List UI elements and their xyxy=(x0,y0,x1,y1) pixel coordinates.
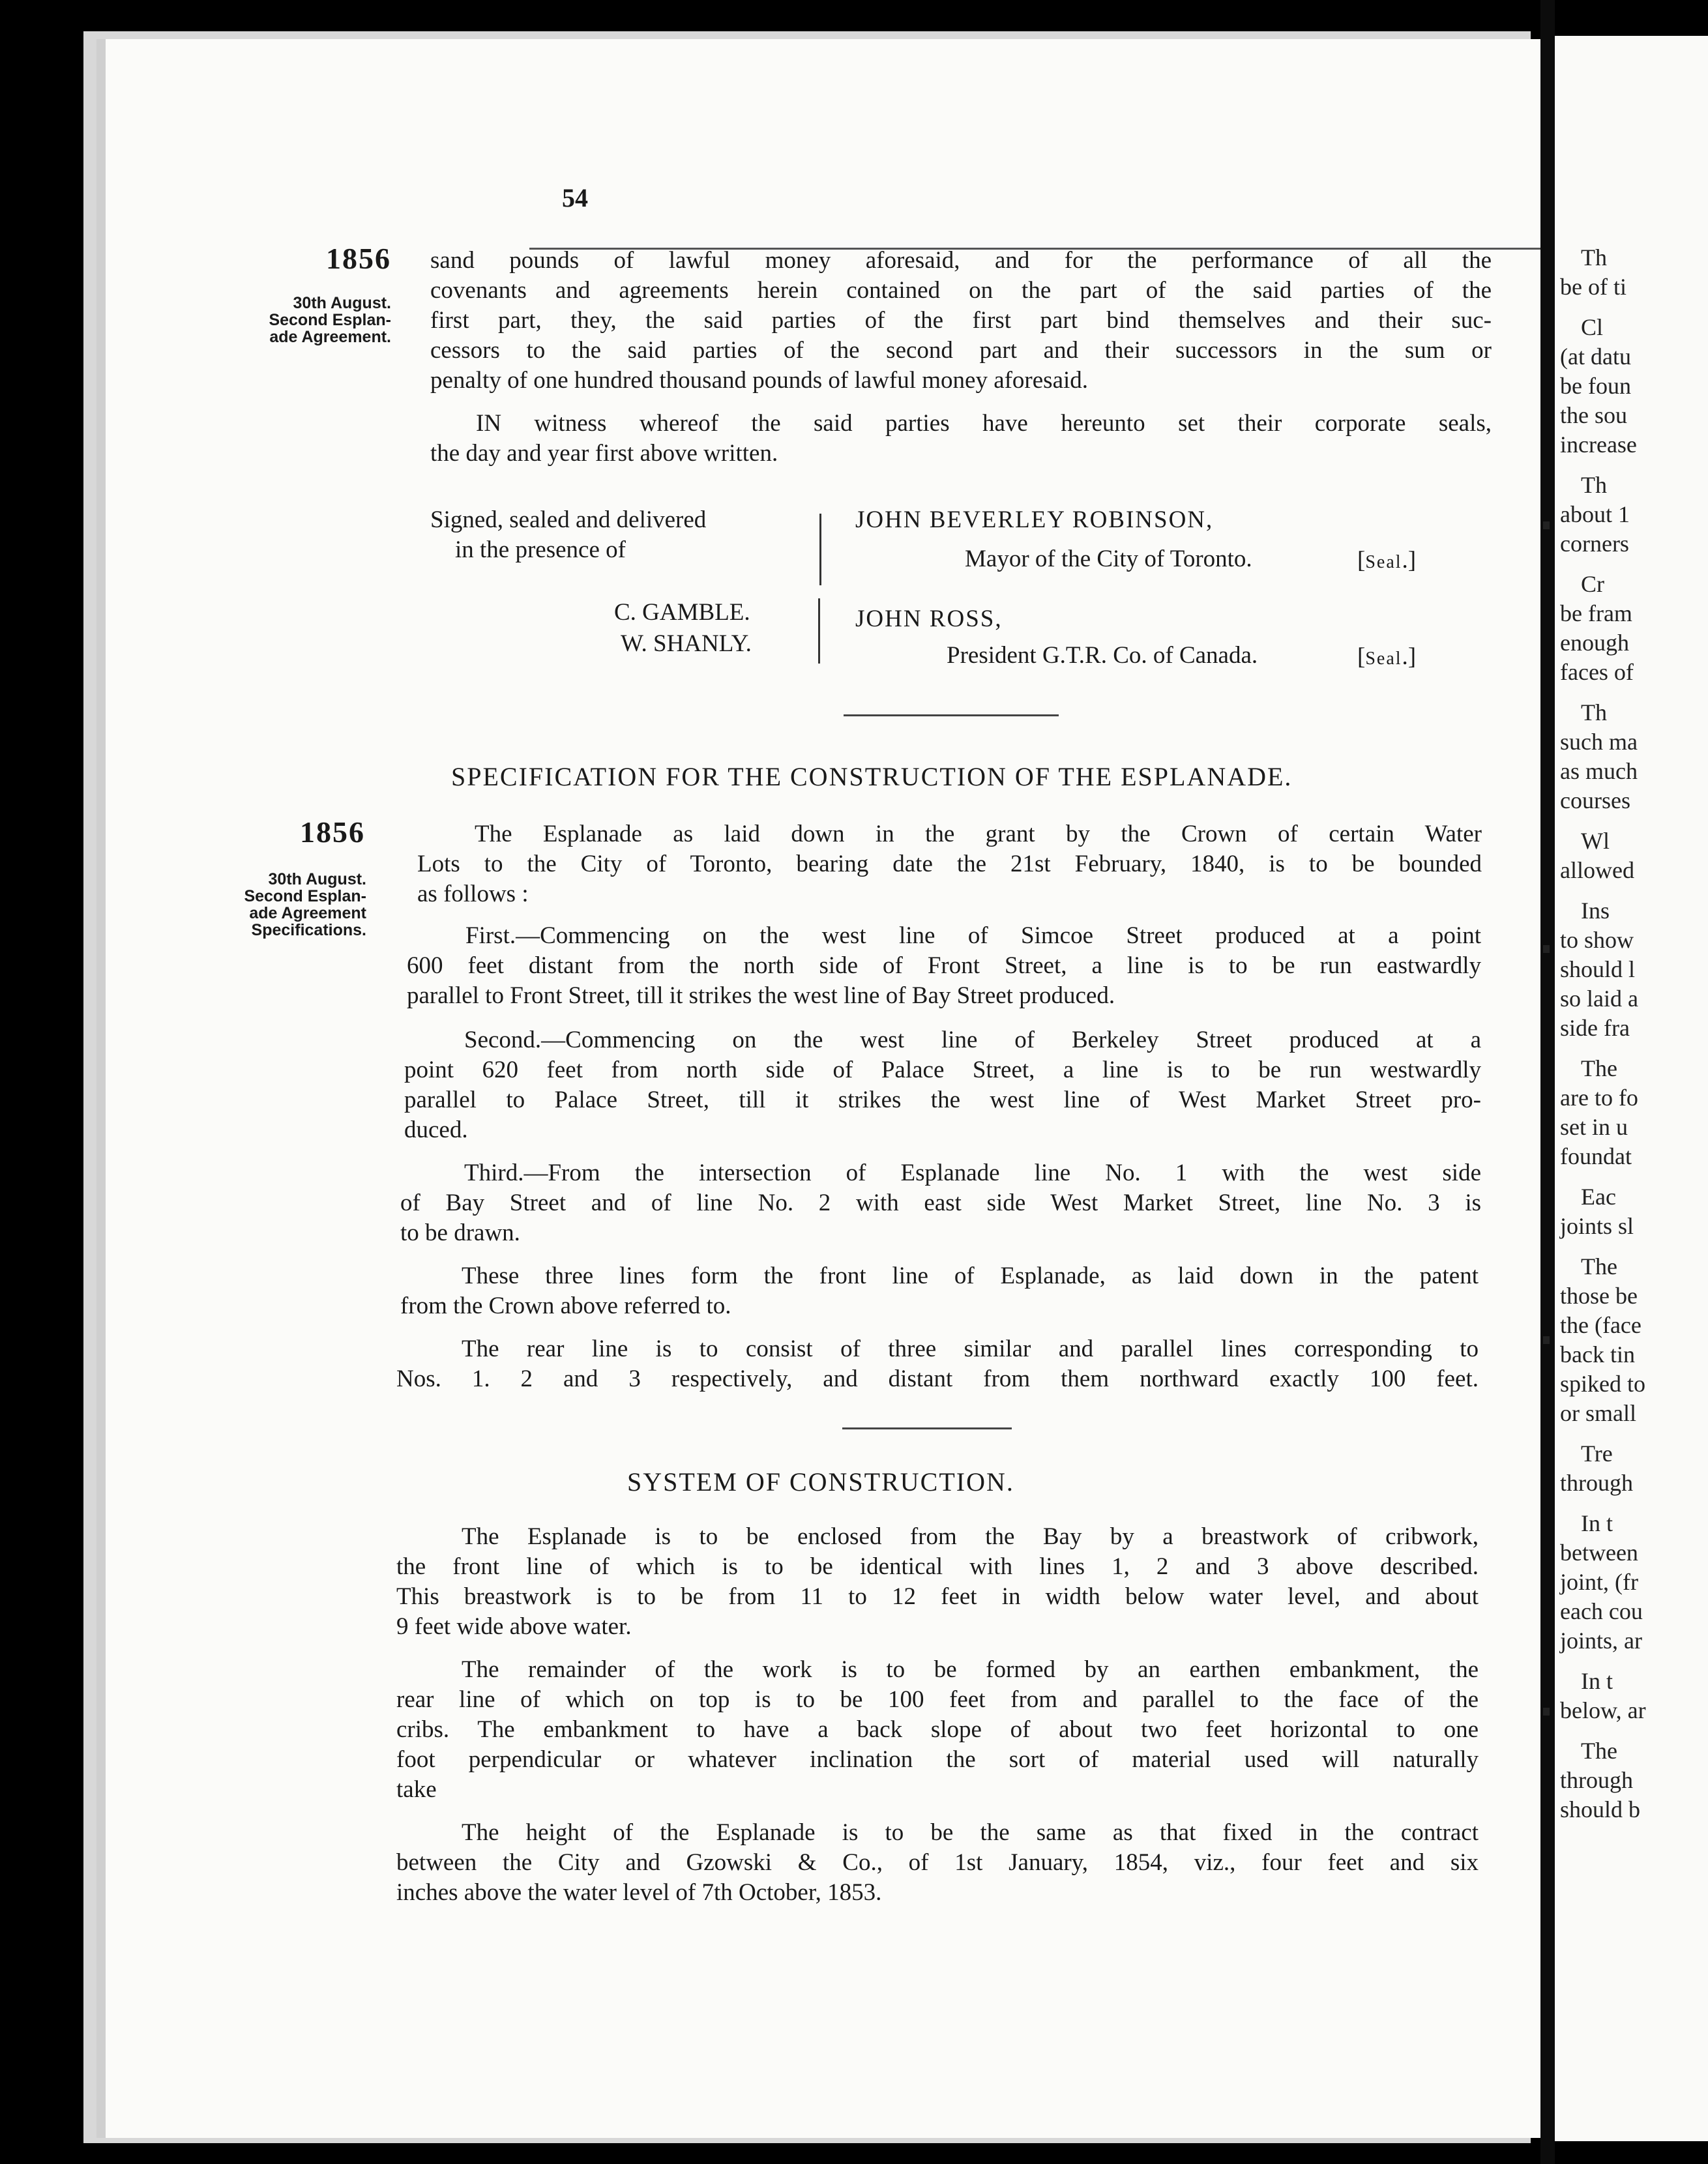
body-line: 600 feet distant from the north side of Front Street, a line is to be run eastwardly xyxy=(407,952,1481,979)
margin-note-line: Specifications. xyxy=(251,921,366,939)
facing-page-line: each cou xyxy=(1560,1598,1643,1624)
body-line: take xyxy=(396,1776,437,1803)
witness-line: IN witness whereof the said parties have hereunto set their corporate seals, xyxy=(476,410,1492,437)
facing-page-line: Cr xyxy=(1581,571,1604,597)
facing-page-line: be foun xyxy=(1560,373,1631,399)
body-line: Third.—From the intersection of Esplanade line No. 1 with the west side xyxy=(464,1160,1481,1186)
facing-page-line: faces of xyxy=(1560,659,1634,685)
facing-page-line: such ma xyxy=(1560,729,1638,755)
facing-page-line: Th xyxy=(1581,472,1607,498)
facing-page-line: joint, (fr xyxy=(1560,1569,1638,1595)
body-line: parallel to Palace Street, till it strikes the west line of West Market Street pro- xyxy=(404,1087,1481,1113)
facing-page-line: In t xyxy=(1581,1510,1613,1536)
body-line: covenants and agreements herein contained on the part of the said parties of the xyxy=(430,277,1492,304)
body-line: cribs. The embankment to have a back slope of about two feet horizontal to one xyxy=(396,1716,1479,1743)
body-line: as follows : xyxy=(417,881,529,907)
brace-line xyxy=(818,598,820,664)
margin-note-line: 30th August. xyxy=(293,294,391,312)
body-line: rear line of which on top is to be 100 feet from and parallel to the face of the xyxy=(396,1686,1479,1713)
facing-page-line: The xyxy=(1581,1253,1617,1279)
margin-year-1: 1856 xyxy=(326,242,391,275)
witness-line: the day and year first above written. xyxy=(430,440,778,467)
facing-page-line: Tre xyxy=(1581,1440,1613,1467)
facing-page-line: courses xyxy=(1560,787,1630,813)
facing-page-line: those be xyxy=(1560,1283,1638,1309)
body-line: The Esplanade as laid down in the grant by the Crown of certain Water xyxy=(475,821,1482,847)
facing-page-line: below, ar xyxy=(1560,1697,1646,1723)
facing-page-line: enough xyxy=(1560,630,1629,656)
section-heading: SYSTEM OF CONSTRUCTION. xyxy=(627,1467,1014,1497)
margin-note-line: ade Agreement xyxy=(249,904,366,922)
section-divider xyxy=(844,714,1059,716)
facing-page-line: Th xyxy=(1581,244,1607,270)
body-line: from the Crown above referred to. xyxy=(400,1293,731,1319)
body-line: duced. xyxy=(404,1117,468,1143)
facing-page-line: so laid a xyxy=(1560,986,1638,1012)
witness-name: W. SHANLY. xyxy=(621,630,752,657)
facing-page-line: should b xyxy=(1560,1796,1641,1822)
facing-page-line: Ins xyxy=(1581,898,1610,924)
facing-page-line: Cl xyxy=(1581,314,1604,340)
seal-mark: [Seal.] xyxy=(1357,547,1417,574)
signer-title: President G.T.R. Co. of Canada. xyxy=(947,642,1258,669)
witness-name: C. GAMBLE. xyxy=(614,599,750,626)
signed-sealed-label: Signed, sealed and delivered xyxy=(430,506,707,533)
body-line: Lots to the City of Toronto, bearing date the 21st February, 1840, is to be bounded xyxy=(417,851,1482,877)
body-line: point 620 feet from north side of Palace Street, a line is to be run westwardly xyxy=(404,1057,1481,1083)
margin-note-line: Second Esplan- xyxy=(244,887,366,905)
facing-page-line: should l xyxy=(1560,956,1636,982)
body-line: penalty of one hundred thousand pounds of lawful money aforesaid. xyxy=(430,367,1089,394)
body-line: First.—Commencing on the west line of Simcoe Street produced at a point xyxy=(465,922,1481,949)
brace-line xyxy=(819,514,821,585)
body-line: The remainder of the work is to be formed by an earthen embankment, the xyxy=(462,1656,1479,1683)
facing-page-line: side fra xyxy=(1560,1015,1630,1041)
facing-page-line: as much xyxy=(1560,758,1638,784)
gutter-mark xyxy=(1543,1708,1550,1716)
facing-page-line: be fram xyxy=(1560,600,1632,626)
body-line: foot perpendicular or whatever inclination the sort of material used will naturally xyxy=(396,1746,1479,1773)
facing-page-line: to show xyxy=(1560,927,1634,953)
margin-year-2: 1856 xyxy=(300,815,365,849)
facing-page-line: Eac xyxy=(1581,1184,1616,1210)
signer-title: Mayor of the City of Toronto. xyxy=(965,546,1252,572)
gutter-mark xyxy=(1543,521,1550,529)
body-line: sand pounds of lawful money aforesaid, and for the performance of all the xyxy=(430,247,1492,274)
facing-page-line: the sou xyxy=(1560,402,1627,428)
margin-note-line: Second Esplan- xyxy=(269,311,391,329)
facing-page-line: In t xyxy=(1581,1668,1613,1694)
facing-page-line: about 1 xyxy=(1560,501,1630,527)
presence-label: in the presence of xyxy=(455,536,626,563)
body-line: The Esplanade is to be enclosed from the Bay by a breastwork of cribwork, xyxy=(462,1523,1479,1550)
facing-page-line: or small xyxy=(1560,1400,1636,1426)
signer-name: JOHN ROSS, xyxy=(855,606,1003,632)
signer-name: JOHN BEVERLEY ROBINSON, xyxy=(855,506,1214,533)
facing-page-line: through xyxy=(1560,1470,1633,1496)
facing-page-line: are to fo xyxy=(1560,1085,1638,1111)
body-line: parallel to Front Street, till it strikes the west line of Bay Street produced. xyxy=(407,982,1115,1009)
facing-page-line: corners xyxy=(1560,531,1629,557)
facing-page-line: be of ti xyxy=(1560,274,1627,300)
section-divider xyxy=(842,1427,1012,1429)
gutter-mark xyxy=(1543,1336,1550,1344)
body-line: between the City and Gzowski & Co., of 1st January, 1854, viz., four feet and six xyxy=(396,1849,1479,1876)
body-line: to be drawn. xyxy=(400,1220,520,1246)
seal-mark: [Seal.] xyxy=(1357,643,1417,670)
body-line: cessors to the said parties of the second part and their successors in the sum or xyxy=(430,337,1492,364)
body-line: These three lines form the front line of Esplanade, as laid down in the patent xyxy=(462,1263,1479,1289)
facing-page-line: (at datu xyxy=(1560,344,1631,370)
facing-page-line: joints sl xyxy=(1560,1213,1634,1239)
facing-page-line: through xyxy=(1560,1767,1633,1793)
page-number: 54 xyxy=(562,183,588,212)
margin-note-line: ade Agreement. xyxy=(269,328,391,346)
body-line: inches above the water level of 7th October, 1853. xyxy=(396,1879,882,1906)
body-line: The height of the Esplanade is to be the same as that fixed in the contract xyxy=(462,1819,1479,1846)
body-line: Nos. 1. 2 and 3 respectively, and distant from them northward exactly 100 feet. xyxy=(396,1366,1479,1392)
facing-page-line: The xyxy=(1581,1738,1617,1764)
facing-page-line: joints, ar xyxy=(1560,1628,1642,1654)
body-line: This breastwork is to be from 11 to 12 feet in width below water level, and about xyxy=(396,1583,1479,1610)
gutter-mark xyxy=(1543,945,1550,953)
facing-page-line: spiked to xyxy=(1560,1371,1645,1397)
facing-page-line: Th xyxy=(1581,699,1607,725)
body-line: 9 feet wide above water. xyxy=(396,1613,632,1640)
facing-page-line: between xyxy=(1560,1540,1638,1566)
body-line: first part, they, the said parties of the first part bind themselves and their suc- xyxy=(430,307,1492,334)
facing-page-line: allowed xyxy=(1560,857,1634,883)
facing-page-line: Wl xyxy=(1581,828,1610,854)
margin-note-line: 30th August. xyxy=(268,870,366,888)
body-line: the front line of which is to be identical with lines 1, 2 and 3 above described. xyxy=(396,1553,1479,1580)
facing-page-line: increase xyxy=(1560,431,1637,458)
facing-page-line: the (face xyxy=(1560,1312,1642,1338)
body-line: Second.—Commencing on the west line of Berkeley Street produced at a xyxy=(464,1027,1481,1053)
facing-page-line: set in u xyxy=(1560,1114,1628,1140)
body-line: The rear line is to consist of three similar and parallel lines corresponding to xyxy=(462,1336,1479,1362)
margin-note-2 xyxy=(203,871,366,939)
facing-page-line: The xyxy=(1581,1055,1617,1081)
facing-page-line: foundat xyxy=(1560,1143,1632,1169)
book-page xyxy=(96,39,1540,2138)
body-line: of Bay Street and of line No. 2 with east side West Market Street, line No. 3 is xyxy=(400,1190,1481,1216)
facing-page-line: back tin xyxy=(1560,1341,1635,1367)
book-gutter xyxy=(1540,0,1555,2164)
facing-page-fragment xyxy=(1555,36,1708,2141)
section-heading: SPECIFICATION FOR THE CONSTRUCTION OF THE ESPLANADE. xyxy=(451,762,1293,791)
margin-note-1 xyxy=(228,295,391,345)
